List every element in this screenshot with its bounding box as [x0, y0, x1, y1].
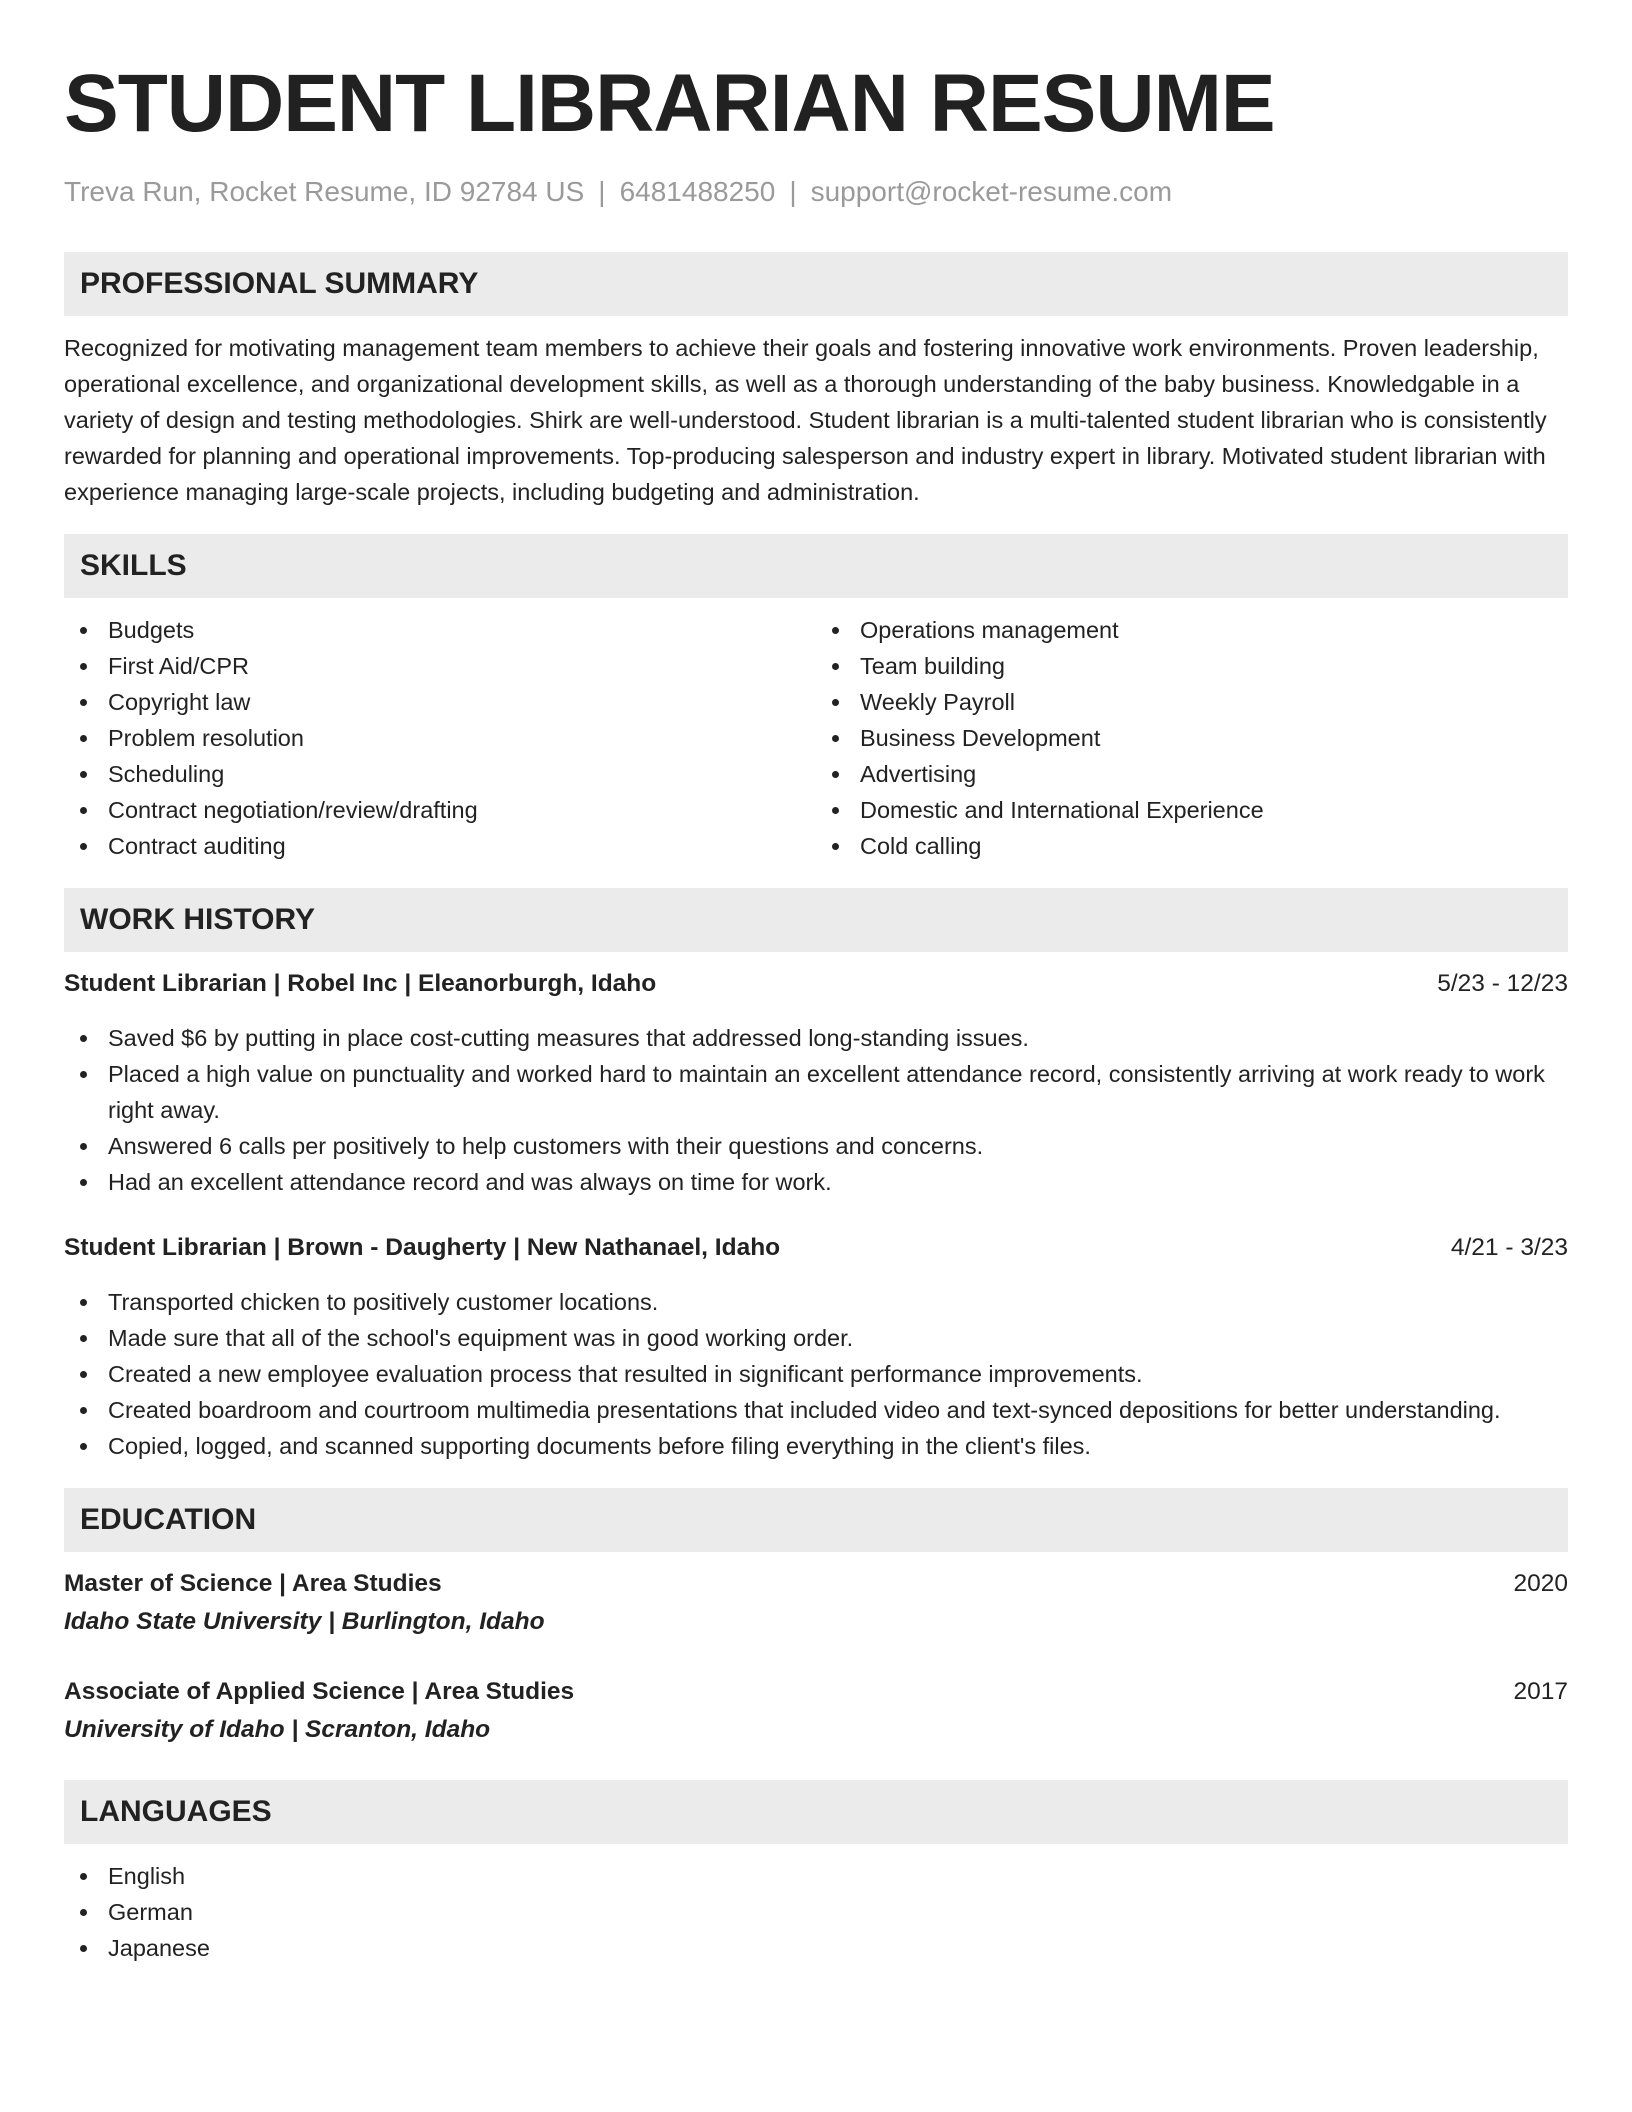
summary-text: Recognized for motivating management team members to achieve their goals and fostering innovative work environments. Proven leadership, operational excellence, and organizational development skills, as well as a thorough understanding of the baby business. Knowledgable in a variety of design and testing methodologies. Shirk are well-understood. Student librarian is a multi-talented student librarian who is consistently rewarded for planning and operational improvements. Top-producing salesperson and industry expert in library. Motivated student librarian with experience managing large-scale projects, including budgeting and administration. — [64, 335, 1547, 505]
education-entry — [64, 1674, 1568, 1748]
section-header-work-history: WORK HISTORY — [64, 888, 1568, 952]
skill-item: Team building — [816, 648, 1568, 684]
job-bullets — [64, 1284, 1568, 1464]
job-bullet: Had an excellent attendance record and was always on time for work. — [64, 1164, 1568, 1200]
education-degree: Master of Science | Area Studies — [64, 1570, 442, 1597]
education-header — [64, 1674, 1568, 1710]
skill-item: Domestic and International Experience — [816, 792, 1568, 828]
job-bullets — [64, 1020, 1568, 1200]
education-degree: Associate of Applied Science | Area Studies — [64, 1678, 575, 1705]
skills-grid — [64, 612, 1568, 864]
contact-email: support@rocket-resume.com — [810, 176, 1173, 207]
skill-item: Advertising — [816, 756, 1568, 792]
resume-title: STUDENT LIBRARIAN RESUME — [64, 58, 1275, 149]
contact-phone: 6481488250 — [619, 176, 776, 207]
skills-right-column — [816, 612, 1568, 864]
language-item: Japanese — [64, 1930, 1568, 1966]
education-year: 2020 — [1513, 1570, 1568, 1597]
section-header-education: EDUCATION — [64, 1488, 1568, 1552]
job-bullet: Copied, logged, and scanned supporting documents before filing everything in the client's files. — [64, 1428, 1568, 1464]
language-item: German — [64, 1894, 1568, 1930]
job-bullet: Made sure that all of the school's equipment was in good working order. — [64, 1320, 1568, 1356]
education-school: University of Idaho | Scranton, Idaho — [64, 1716, 491, 1743]
job-bullet: Transported chicken to positively customer locations. — [64, 1284, 1568, 1320]
job-header — [64, 1230, 1568, 1266]
job-title: Student Librarian | Brown - Daugherty | New Nathanael, Idaho — [64, 1234, 781, 1261]
job-bullet: Created boardroom and courtroom multimedia presentations that included video and text-synced depositions for better understanding. — [64, 1392, 1568, 1428]
skill-item: Operations management — [816, 612, 1568, 648]
education-entry — [64, 1566, 1568, 1640]
languages-list — [64, 1858, 1568, 1966]
job-dates: 4/21 - 3/23 — [1450, 1234, 1568, 1261]
job-entry — [64, 966, 1568, 1200]
contact-line — [64, 174, 1568, 210]
section-header-languages: LANGUAGES — [64, 1780, 1568, 1844]
skill-item: Budgets — [64, 612, 816, 648]
job-dates: 5/23 - 12/23 — [1437, 970, 1568, 997]
contact-separator: | — [789, 176, 797, 207]
skill-item: Scheduling — [64, 756, 816, 792]
job-bullet: Answered 6 calls per positively to help customers with their questions and concerns. — [64, 1128, 1568, 1164]
skill-item: Copyright law — [64, 684, 816, 720]
section-header-summary: PROFESSIONAL SUMMARY — [64, 252, 1568, 316]
skill-item: First Aid/CPR — [64, 648, 816, 684]
skill-item: Problem resolution — [64, 720, 816, 756]
skill-item: Cold calling — [816, 828, 1568, 864]
job-title: Student Librarian | Robel Inc | Eleanorburgh, Idaho — [64, 970, 657, 997]
education-school: Idaho State University | Burlington, Idaho — [64, 1608, 545, 1635]
skill-item: Contract negotiation/review/drafting — [64, 792, 816, 828]
contact-address: Treva Run, Rocket Resume, ID 92784 US — [64, 176, 585, 207]
job-entry — [64, 1230, 1568, 1464]
skill-item: Contract auditing — [64, 828, 816, 864]
job-header — [64, 966, 1568, 1002]
job-bullet: Created a new employee evaluation process that resulted in significant performance improvements. — [64, 1356, 1568, 1392]
education-header — [64, 1566, 1568, 1602]
section-header-skills: SKILLS — [64, 534, 1568, 598]
job-bullet: Saved $6 by putting in place cost-cutting measures that addressed long-standing issues. — [64, 1020, 1568, 1056]
skills-left-column — [64, 612, 816, 864]
skill-item: Weekly Payroll — [816, 684, 1568, 720]
contact-separator: | — [598, 176, 606, 207]
language-item: English — [64, 1858, 1568, 1894]
education-year: 2017 — [1513, 1678, 1568, 1705]
job-bullet: Placed a high value on punctuality and worked hard to maintain an excellent attendance record, consistently arriving at work ready to work right away. — [64, 1056, 1568, 1128]
skill-item: Business Development — [816, 720, 1568, 756]
